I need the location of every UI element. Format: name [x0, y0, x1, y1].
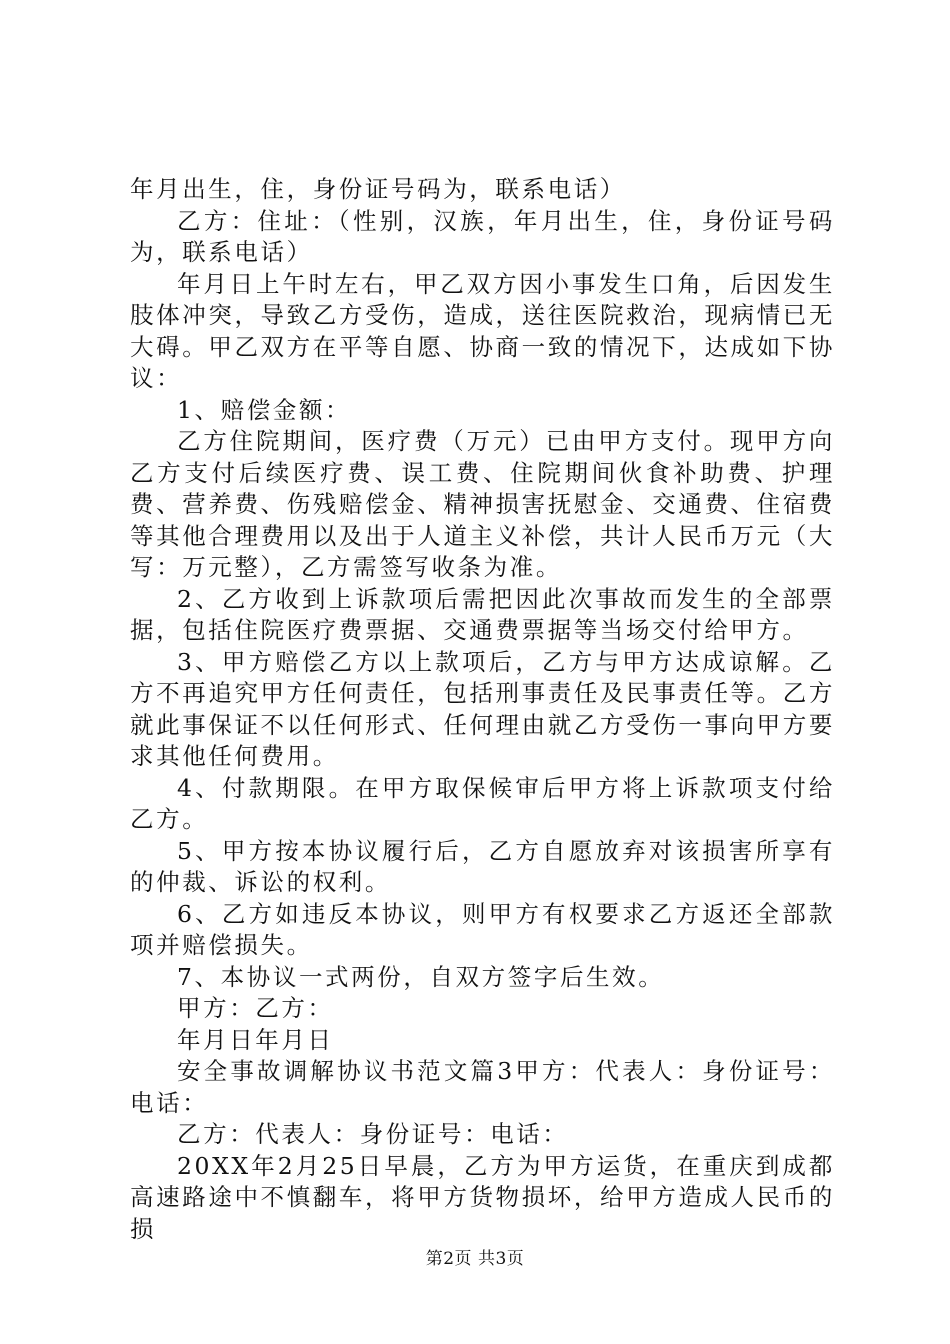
- paragraph-15: 乙方：代表人：身份证号：电话：: [177, 1120, 569, 1148]
- paragraph-16: 20XX年2月25日早晨，乙方为甲方运货，在重庆到成都高速路途中不慎翻车，将甲方货物损坏，给甲方造成人民币的损: [130, 1151, 835, 1243]
- paragraph-3: 年月日上午时左右，甲乙双方因小事发生口角，后因发生肢体冲突，导致乙方受伤，造成，送往医院救治，现病情已无大碍。甲乙双方在平等自愿、协商一致的情况下，达成如下协议：: [130, 269, 835, 392]
- paragraph-1: 年月出生，住，身份证号码为，联系电话）: [130, 175, 626, 203]
- date-line: 年月日年月日: [177, 1025, 334, 1054]
- paragraph-11: 7、本协议一式两份，自双方签字后生效。: [177, 962, 665, 991]
- paragraph-5: 乙方住院期间，医疗费（万元）已由甲方支付。现甲方向乙方支付后续医疗费、误工费、住院期间伙食补助费、护理费、营养费、伤残赔偿金、精神损害抚慰金、交通费、住宿费等其他合理费用以及出于人道主义补偿，共计人民币万元（大写：万元整），乙方需签写收条为准。: [130, 427, 835, 581]
- paragraph-6: 2、乙方收到上诉款项后需把因此次事故而发生的全部票据，包括住院医疗费票据、交通费票据等当场交付给甲方。: [130, 584, 835, 644]
- paragraph-14: 安全事故调解协议书范文篇3甲方：代表人：身份证号：电话：: [130, 1057, 835, 1117]
- paragraph-2: 乙方：住址：（性别，汉族，年月出生，住，身份证号码为，联系电话）: [130, 206, 835, 266]
- document-body: [130, 174, 835, 1245]
- signature-line: 甲方：乙方：: [177, 994, 334, 1022]
- paragraph-8: 4、付款期限。在甲方取保候审后甲方将上诉款项支付给乙方。: [130, 773, 835, 833]
- paragraph-9: 5、甲方按本协议履行后，乙方自愿放弃对该损害所享有的仲裁、诉讼的权利。: [130, 836, 835, 896]
- paragraph-10: 6、乙方如违反本协议，则甲方有权要求乙方返还全部款项并赔偿损失。: [130, 899, 835, 959]
- page-footer: 第2页 共3页: [425, 1249, 525, 1269]
- paragraph-7: 3、甲方赔偿乙方以上款项后，乙方与甲方达成谅解。乙方不再追究甲方任何责任，包括刑事责任及民事责任等。乙方就此事保证不以任何形式、任何理由就乙方受伤一事向甲方要求其他任何费用。: [130, 647, 835, 770]
- paragraph-4: 1、赔偿金额：: [177, 395, 352, 424]
